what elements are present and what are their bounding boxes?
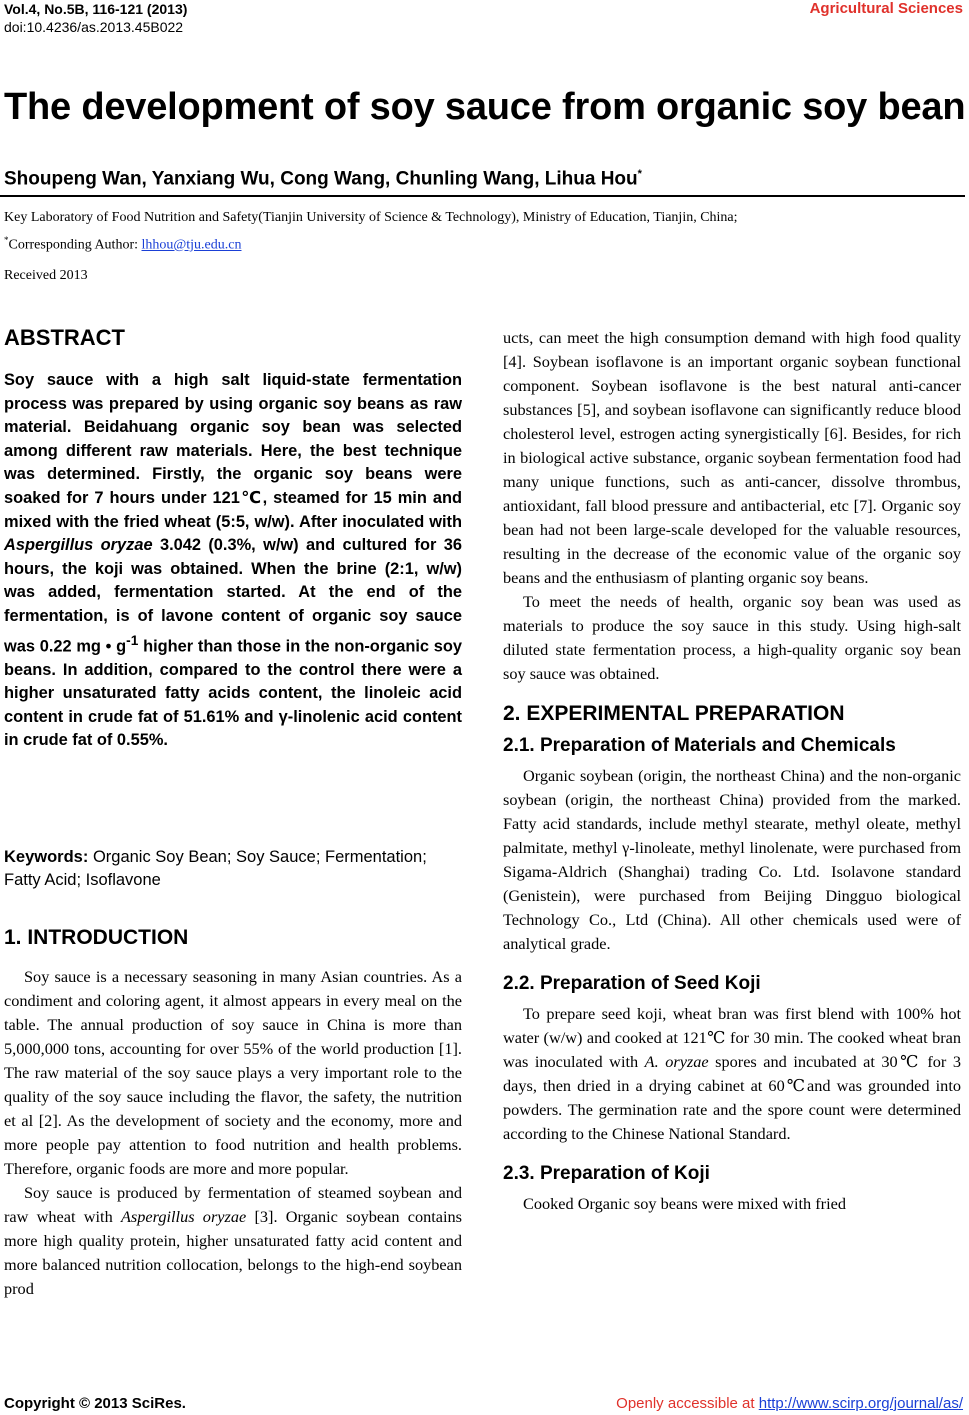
- section-2-2-text: [503, 1002, 961, 1146]
- copyright: Copyright © 2013 SciRes.: [4, 1395, 186, 1412]
- intro-body: [4, 965, 462, 1301]
- journal-url-link[interactable]: http://www.scirp.org/journal/as/: [758, 1395, 963, 1412]
- volume-info: Vol.4, No.5B, 116-121 (2013): [4, 1, 188, 17]
- text-run: spores and incubated at 30℃ for 3 days, then dried in a drying cabinet at 60℃and was grounded into powders. The germination rate and the spore count were determined according to the Chinese National Standard.: [503, 1052, 961, 1143]
- paper-title: The development of soy sauce from organic soy bean: [4, 86, 966, 128]
- received-date: Received 2013: [4, 268, 88, 283]
- text-run: Soy sauce is produced by fermentation of steamed soybean and raw wheat with: [4, 1183, 462, 1226]
- abstract-part: Soy sauce with a high salt liquid-state fermentation process was prepared by using organic soy beans as raw material. Beidahuang organic soy bean was selected among different raw materials. Here, the best technique was determined. Firstly, the organic soy beans were soaked for 7 hours under 121℃, steamed for 15 min and mixed with the fried wheat (5:5, w/w). After inoculated with: [4, 371, 462, 531]
- corresponding-mark: *: [637, 168, 642, 180]
- text-run: [3]. Organic soybean contains more high quality protein, higher unsaturated fatty acid content and more balanced nutrition collocation, belongs to the high-end soybean prod: [4, 1207, 463, 1298]
- affiliation-block: [4, 207, 964, 257]
- corresponding-label: Corresponding Author:: [8, 237, 142, 253]
- open-access-label: Openly accessible at: [616, 1395, 759, 1412]
- email-link[interactable]: lhhou@tju.edu.cn: [141, 237, 242, 253]
- keywords-text: Organic Soy Bean; Soy Sauce; Fermentation; Fatty Acid; Isoflavone: [4, 848, 427, 889]
- keywords-label: Keywords:: [4, 848, 89, 866]
- corresponding-mark-2: *: [4, 235, 9, 245]
- corresponding-author: [4, 229, 964, 257]
- authors: [4, 168, 642, 190]
- open-access-note: [616, 1395, 963, 1412]
- organism-name: A. oryzae: [644, 1052, 709, 1071]
- author-list: Shoupeng Wan, Yanxiang Wu, Cong Wang, Chunling Wang, Lihua Hou: [4, 168, 638, 190]
- journal-header: [4, 0, 187, 36]
- section-2-1-text: Organic soybean (origin, the northeast China) and the non-organic soybean (origin, the northeast China) provided from the marked. Fatty acid standards, include methyl stearate, methyl oleate, methyl palmitate, methyl γ-linoleate, methyl linolenate, were purchased from Sigama-Aldrich (Shanghai) trading Co. Ltd. Isolavone standard (Genistein), were purchased from Beijing Dingguo biological Technology Co., Ltd (China). All other chemicals used were of analytical grade.: [503, 766, 961, 953]
- section-2-3-heading: 2.3. Preparation of Koji: [503, 1163, 710, 1184]
- text-run: To prepare seed koji, wheat bran was first blend with 100% hot water (w/w) and cooked at 121℃ for 30 min. The cooked wheat bran was inoculated with: [503, 1004, 961, 1071]
- keywords: [4, 846, 462, 892]
- section-2-heading: 2. EXPERIMENTAL PREPARATION: [503, 702, 845, 725]
- affiliation: Key Laboratory of Food Nutrition and Safety(Tianjin University of Science & Technology), Ministry of Education, Tianjin, China;: [4, 210, 738, 225]
- section-2-2-heading: 2.2. Preparation of Seed Koji: [503, 973, 761, 994]
- journal-name[interactable]: Agricultural Sciences: [809, 0, 963, 17]
- intro-paragraph-1: Soy sauce is a necessary seasoning in many Asian countries. As a condiment and coloring agent, it almost appears in every meal on the table. The annual production of soy sauce in China is more than 5,000,000 tons, accounting for over 55% of the world production [1]. The raw material of the soy sauce plays a very important role to the quality of the soy sauce including the flavor, the safety, the nutrition et al [2]. As the development of society and the economy, more and more people pay attention to food nutrition and health problems. Therefore, organic foods are more and more popular.: [4, 967, 462, 1178]
- doi: doi:10.4236/as.2013.45B022: [4, 19, 184, 35]
- abstract-organism: Aspergillus oryzae: [4, 536, 153, 555]
- abstract-heading: ABSTRACT: [4, 325, 125, 350]
- abstract-part: higher than those in the non-organic soy beans. In addition, compared to the control there were a higher unsaturated fatty acids content, the linoleic acid content in crude fat of 51.61% and γ-linolenic acid content in crude fat of 0.55%.: [4, 637, 462, 750]
- abstract-text: [4, 369, 462, 753]
- intro-heading: 1. INTRODUCTION: [4, 926, 189, 949]
- section-2-1-heading: 2.1. Preparation of Materials and Chemicals: [503, 735, 896, 756]
- section-2-3-text: Cooked Organic soy beans were mixed with fried: [523, 1194, 846, 1213]
- right-column: [503, 326, 961, 1216]
- abstract-part: 3.042 (0.3%, w/w) and cultured for 36 hours, the koji was obtained. When the brine (2:1, w/w) was added, fermentation started. At the end of the fermentation, is of lavone content of organic soy sauce was 0.22 mg • g: [4, 536, 463, 655]
- intro-paragraph-2-cont: ucts, can meet the high consumption demand with high food quality [4]. Soybean isoflavone is an important organic soybean functional component. Soybean isoflavone is the best natural anti-cancer substances [5], and soybean isoflavone can significantly reduce blood cholesterol level, estrogen acting synergistically [6]. Besides, for rich in biological active substance, organic soybean fermentation food had many unique functions, such as anti-cancer, dissolve thrombus, antioxidant, fall blood pressure and antibacterial, etc [7]. Organic soy bean had not been large-scale developed for the valuable resources, resulting in the decrease of the economic value of the organic soy beans and the enthusiasm of planting organic soy beans.: [503, 328, 961, 587]
- abstract-superscript: -1: [126, 632, 139, 648]
- intro-paragraph-2: [4, 1181, 462, 1301]
- title-rule: [0, 195, 965, 197]
- organism-name: Aspergillus oryzae: [120, 1207, 247, 1226]
- intro-paragraph-3: To meet the needs of health, organic soy bean was used as materials to produce the soy sauce in this study. Using high-salt diluted state fermentation process, a high-quality organic soy bean soy sauce was obtained.: [503, 592, 961, 683]
